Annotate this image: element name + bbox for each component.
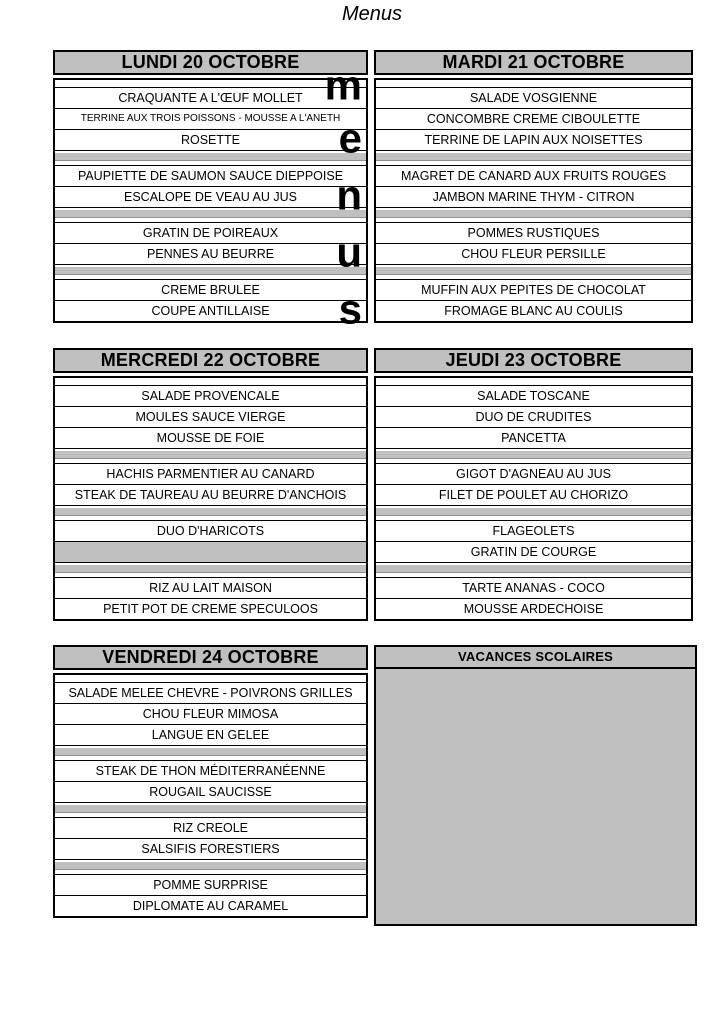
menu-item <box>55 896 366 916</box>
menu-item <box>55 760 366 782</box>
menu-item-label: MOUSSE ARDECHOISE <box>463 602 604 616</box>
menu-item <box>55 520 366 542</box>
spacer-row <box>55 378 366 386</box>
menu-item-label: GRATIN DE POIREAUX <box>142 226 279 240</box>
menu-item <box>55 428 366 449</box>
menu-item-label: TERRINE DE LAPIN AUX NOISETTES <box>424 133 643 147</box>
menu-item <box>55 599 366 619</box>
menu-item-label: SALADE TOSCANE <box>477 389 590 403</box>
menu-item-label: ROUGAIL SAUCISSE <box>149 785 272 799</box>
menu-item-label: FLAGEOLETS <box>492 524 575 538</box>
menu-item-label: TERRINE AUX TROIS POISSONS - MOUSSE A L'ANETH <box>80 113 341 124</box>
menu-item <box>55 386 366 407</box>
menu-item <box>376 109 691 130</box>
menu-item <box>55 683 366 704</box>
menu-item-label: JAMBON MARINE THYM - CITRON <box>432 190 635 204</box>
menu-item-label: RIZ CREOLE <box>172 821 248 835</box>
course-separator <box>55 805 366 813</box>
course-separator <box>376 267 691 275</box>
menu-item <box>55 817 366 839</box>
day-header: MARDI 21 OCTOBRE <box>374 50 693 75</box>
day-header: MERCREDI 22 OCTOBRE <box>53 348 368 373</box>
menu-item <box>376 485 691 506</box>
menu-item-label: PENNES AU BEURRE <box>146 247 275 261</box>
menu-item <box>55 874 366 896</box>
menu-item <box>376 463 691 485</box>
course-separator <box>55 565 366 573</box>
course-separator <box>55 508 366 516</box>
menu-item-label: PANCETTA <box>501 431 566 445</box>
menu-item-label: PETIT POT DE CREME SPECULOOS <box>103 602 318 616</box>
menu-item <box>376 88 691 109</box>
empty-row <box>55 542 366 563</box>
menu-item <box>376 187 691 208</box>
menu-item-label: ROSETTE <box>180 133 241 147</box>
course-separator <box>55 862 366 870</box>
course-separator <box>55 153 366 161</box>
menu-item-label: DIPLOMATE AU CARAMEL <box>132 899 289 913</box>
menu-item-label: CHOU FLEUR MIMOSA <box>142 707 279 721</box>
menu-item-label: DUO D'HARICOTS <box>156 524 265 538</box>
menus-vertical-letter: u <box>336 228 362 276</box>
day-box-mardi <box>374 50 693 323</box>
menu-item-label: FROMAGE BLANC AU COULIS <box>444 304 623 318</box>
day-menu <box>374 78 693 323</box>
menu-item <box>376 279 691 301</box>
course-separator <box>55 748 366 756</box>
menus-vertical-letter: s <box>338 285 362 333</box>
day-menu <box>53 376 368 621</box>
menu-item-label: CRAQUANTE A L'ŒUF MOLLET <box>118 91 303 105</box>
course-separator <box>376 508 691 516</box>
menu-item <box>376 428 691 449</box>
menus-vertical-letter: m <box>324 61 362 109</box>
course-separator <box>55 210 366 218</box>
day-box-mercredi <box>53 348 368 621</box>
menu-item <box>55 109 366 130</box>
vacances-empty-body <box>376 669 695 924</box>
menu-item <box>55 222 366 244</box>
menu-item <box>376 520 691 542</box>
menu-item <box>55 165 366 187</box>
course-separator <box>376 210 691 218</box>
menu-item-label: MOUSSE DE FOIE <box>156 431 265 445</box>
spacer-row <box>376 378 691 386</box>
course-separator <box>376 153 691 161</box>
menu-item <box>376 599 691 619</box>
menu-item-label: SALSIFIS FORESTIERS <box>141 842 280 856</box>
menu-item <box>55 725 366 746</box>
menu-item <box>55 407 366 428</box>
menus-vertical-letter: n <box>336 171 362 219</box>
menu-item <box>376 386 691 407</box>
menu-item-label: SALADE VOSGIENNE <box>469 91 598 105</box>
day-header: LUNDI 20 OCTOBRE <box>53 50 368 75</box>
menu-item-label: RIZ AU LAIT MAISON <box>149 581 272 595</box>
menu-item-label: POMMES RUSTIQUES <box>467 226 600 240</box>
menu-item-label: POMME SURPRISE <box>153 878 268 892</box>
spacer-row <box>376 80 691 88</box>
menu-item <box>55 279 366 301</box>
course-separator <box>376 451 691 459</box>
menu-item <box>376 577 691 599</box>
menu-item-label: CHOU FLEUR PERSILLE <box>461 247 606 261</box>
menu-item-label: MOULES SAUCE VIERGE <box>135 410 286 424</box>
menu-item-label: SALADE MELEE CHEVRE - POIVRONS GRILLES <box>68 686 353 700</box>
menu-item <box>376 130 691 151</box>
course-separator <box>55 451 366 459</box>
course-separator <box>55 267 366 275</box>
menu-item <box>376 165 691 187</box>
menu-item-label: STEAK DE THON MÉDITERRANÉENNE <box>95 764 326 778</box>
menu-item-label: MAGRET DE CANARD AUX FRUITS ROUGES <box>400 169 667 183</box>
menu-item-label: GIGOT D'AGNEAU AU JUS <box>456 467 611 481</box>
day-box-lundi <box>53 50 368 333</box>
day-header: JEUDI 23 OCTOBRE <box>374 348 693 373</box>
menu-item <box>55 463 366 485</box>
menu-item-label: COUPE ANTILLAISE <box>151 304 270 318</box>
page-title: Menus <box>341 3 403 25</box>
day-menu <box>53 673 368 918</box>
day-header: VACANCES SCOLAIRES <box>376 647 695 669</box>
day-box-vacances <box>374 645 697 926</box>
menu-item <box>376 244 691 265</box>
menu-item-label: TARTE ANANAS - COCO <box>462 581 605 595</box>
menu-item-label: STEAK DE TAUREAU AU BEURRE D'ANCHOIS <box>74 488 347 502</box>
course-separator <box>376 565 691 573</box>
menu-item <box>376 407 691 428</box>
menu-item-label: FILET DE POULET AU CHORIZO <box>438 488 629 502</box>
menu-item-label: ESCALOPE DE VEAU AU JUS <box>124 190 297 204</box>
menu-item-label: CREME BRULEE <box>161 283 260 297</box>
day-box-vendredi <box>53 645 368 918</box>
day-menu <box>374 376 693 621</box>
menu-item <box>376 542 691 563</box>
menu-item <box>55 839 366 860</box>
menu-item <box>55 577 366 599</box>
menu-item <box>55 704 366 725</box>
menu-item <box>55 485 366 506</box>
menu-item-label: HACHIS PARMENTIER AU CANARD <box>106 467 315 481</box>
menu-item-label: LANGUE EN GELEE <box>151 728 270 742</box>
menu-item-label: GRATIN DE COURGE <box>470 545 597 559</box>
menu-item-label: MUFFIN AUX PEPITES DE CHOCOLAT <box>421 283 646 297</box>
menu-item-label: CONCOMBRE CREME CIBOULETTE <box>426 112 641 126</box>
spacer-row <box>55 675 366 683</box>
menus-vertical-letter: e <box>338 114 362 162</box>
menu-item <box>376 301 691 321</box>
menu-item-label: DUO DE CRUDITES <box>475 410 592 424</box>
menu-item <box>376 222 691 244</box>
day-header: VENDREDI 24 OCTOBRE <box>53 645 368 670</box>
menu-item-label: SALADE PROVENCALE <box>141 389 280 403</box>
spacer-row <box>55 80 366 88</box>
menu-item <box>55 782 366 803</box>
day-box-jeudi <box>374 348 693 621</box>
menu-item-label: PAUPIETTE DE SAUMON SAUCE DIEPPOISE <box>77 169 344 183</box>
